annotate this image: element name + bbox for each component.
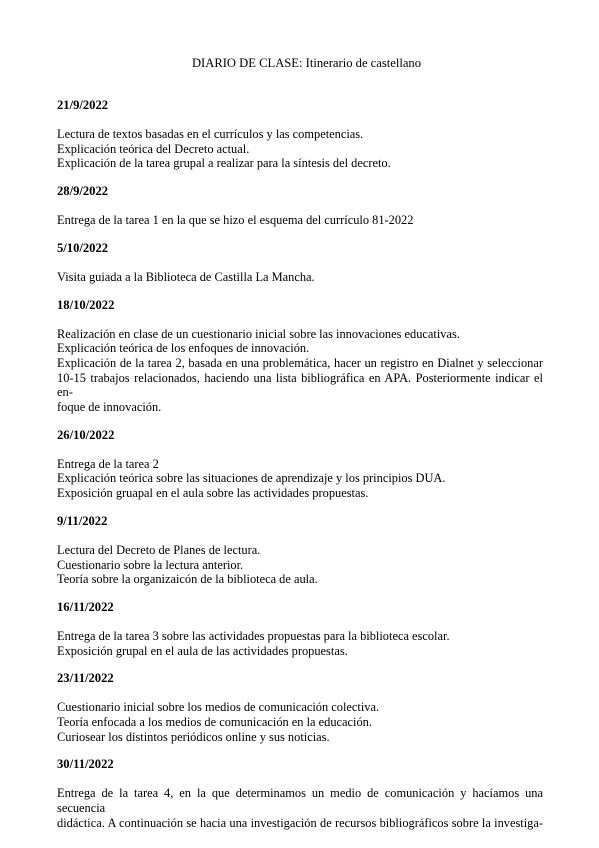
entry-date: 26/10/2022 (57, 427, 115, 442)
diary-entry (57, 757, 543, 843)
entry-spacer (57, 831, 543, 844)
entry-date: 9/11/2022 (57, 513, 108, 528)
entry-text-line: foque de innovación. (57, 400, 162, 415)
entry-text-line: Lectura del Decreto de Planes de lectura. (57, 542, 261, 557)
entry-text-line: Exposición grupal en el aula de las actividades propuestas. (57, 643, 348, 658)
diary-entry (57, 600, 543, 671)
diary-entry (57, 241, 543, 298)
entry-text-line: Teoría sobre la organizaicón de la biblioteca de aula. (57, 572, 318, 587)
diary-entry (57, 428, 543, 514)
entry-spacer (57, 744, 543, 757)
entry-text-line: Explicación teórica de los enfoques de innovación. (57, 341, 310, 356)
entry-text-line: Curiosear los distintos periódicos online y sus noticias. (57, 729, 330, 744)
entry-text-line: Cuestionario sobre la lectura anterior. (57, 557, 244, 572)
entry-date: 16/11/2022 (57, 599, 114, 614)
entry-text-line: Exposición gruapal en el aula sobre las actividades propuestas. (57, 486, 369, 501)
entry-text-line: Lectura de textos basadas en el currículos y las competencias. (57, 127, 364, 141)
entry-text-line: Cuestionario inicial sobre los medios de comunicación colectiva. (57, 700, 380, 715)
entry-text-line: Entrega de la tarea 3 sobre las actividades propuestas para la biblioteca escolar. (57, 628, 450, 643)
entry-text-line: Explicación de la tarea grupal a realizar para la síntesis del decreto. (57, 156, 391, 171)
entry-date: 28/9/2022 (57, 184, 109, 199)
entry-date: 21/9/2022 (57, 98, 109, 112)
entry-spacer (57, 285, 543, 298)
document-title: DIARIO DE CLASE: Itinerario de castellano (191, 56, 422, 70)
entry-date: 18/10/2022 (57, 297, 115, 312)
entry-text-line: Visita guiada a la Biblioteca de Castilla La Mancha. (57, 269, 315, 284)
entry-date: 23/11/2022 (57, 671, 114, 686)
entry-text-line: Explicación teórica sobre las situaciones de aprendizaje y los principios DUA. (57, 471, 446, 486)
entry-text-line: Explicación teórica del Decreto actual. (57, 141, 250, 156)
entry-text-line: Entrega de la tarea 1 en la que se hizo el esquema del currículo 81-2022 (57, 213, 414, 228)
entry-text-line: Realización en clase de un cuestionario inicial sobre las innovaciones educativas. (57, 326, 460, 341)
diary-entry (57, 184, 543, 241)
diary-entry (57, 671, 543, 757)
entry-text-line: Entrega de la tarea 4, en la que determinamos un medio de comunicación y hacíamos una secuencia (57, 786, 543, 816)
diary-entry (57, 298, 543, 428)
diary-entries (57, 98, 543, 844)
entry-spacer (57, 658, 543, 671)
entry-spacer (57, 171, 543, 184)
entry-spacer (57, 415, 543, 428)
entry-text-line: Entrega de la tarea 2 (57, 456, 159, 471)
diary-entry (57, 98, 543, 184)
entry-date: 30/11/2022 (57, 757, 114, 772)
entry-spacer (57, 587, 543, 600)
entry-date: 5/10/2022 (57, 240, 109, 255)
entry-text-line: 10-15 trabajos relacionados, haciendo una lista bibliográfica en APA. Posteriormente indicar el en- (57, 370, 543, 400)
entry-spacer (57, 501, 543, 514)
diary-entry (57, 514, 543, 600)
entry-spacer (57, 228, 543, 241)
entry-text-line: didáctica. A continuación se hacia una investigación de recursos bibliográficos sobre la investiga- (57, 815, 543, 830)
entry-text-line: Explicación de la tarea 2, basada en una problemática, hacer un registro en Dialnet y seleccionar (57, 355, 543, 370)
entry-text-line: Teoría enfocada a los medios de comunicación en la educación. (57, 715, 372, 730)
